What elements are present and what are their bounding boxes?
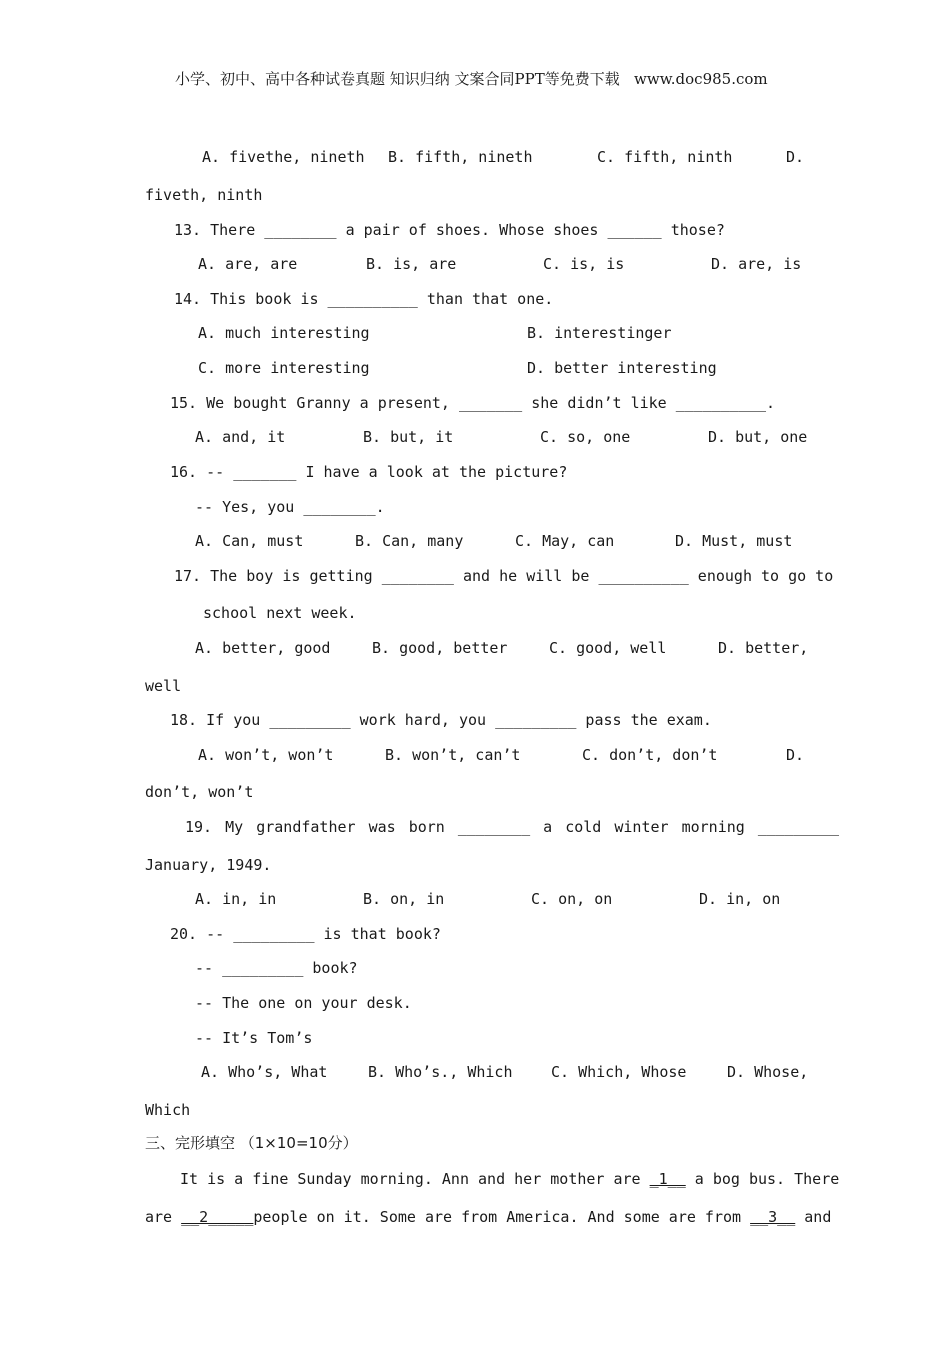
q16-option-d: D. Must, must (675, 532, 793, 550)
q17-option-a: A. better, good (195, 639, 331, 657)
q17-option-b: B. good, better (372, 639, 508, 657)
q18-option-d: D. (786, 746, 805, 764)
q13-option-d: D. are, is (711, 255, 802, 273)
q14-option-d: D. better interesting (527, 359, 717, 377)
q13-option-c: C. is, is (543, 255, 625, 273)
q19-stem: 19. My grandfather was born ________ a cold winter morning _________ (185, 818, 840, 836)
q12-option-d-cont: fiveth, ninth (145, 186, 263, 204)
q12-option-a: A. fivethe, nineth (202, 148, 365, 166)
q13-option-a: A. are, are (198, 255, 298, 273)
passage-text: and (795, 1208, 832, 1226)
q13-stem: 13. There ________ a pair of shoes. Whose shoes ______ those? (174, 221, 725, 239)
passage-text: a bog bus. There (685, 1170, 840, 1188)
q16-option-c: C. May, can (515, 532, 615, 550)
q17-stem: 17. The boy is getting ________ and he will be __________ enough to go to (174, 567, 834, 585)
q19-option-a: A. in, in (195, 890, 277, 908)
section-title: 三、完形填空 （1×10=10分） (145, 1134, 358, 1152)
passage-text: It is a fine Sunday morning. Ann and her mother are (180, 1170, 650, 1188)
q20-option-b: B. Who’s., Which (368, 1063, 513, 1081)
blank-1: _1__ (649, 1170, 686, 1188)
q20-option-d-cont: Which (145, 1101, 191, 1119)
q12-option-c: C. fifth, ninth (597, 148, 733, 166)
q14-option-c: C. more interesting (198, 359, 370, 377)
q20-stem: 20. -- _________ is that book? (170, 925, 441, 943)
blank-2: __2_____ (181, 1208, 254, 1226)
q19-option-b: B. on, in (363, 890, 445, 908)
q19-option-c: C. on, on (531, 890, 613, 908)
q14-stem: 14. This book is __________ than that one. (174, 290, 554, 308)
q16-reply: -- Yes, you ________. (195, 498, 385, 516)
passage-text: are (145, 1208, 182, 1226)
q18-option-d-cont: don’t, won’t (145, 783, 254, 801)
q12-option-d: D. (786, 148, 805, 166)
q18-option-b: B. won’t, can’t (385, 746, 521, 764)
passage-line-2 (145, 1208, 831, 1226)
q15-option-c: C. so, one (540, 428, 631, 446)
q20-option-a: A. Who’s, What (201, 1063, 328, 1081)
q17-option-d: D. better, (718, 639, 809, 657)
q14-option-a: A. much interesting (198, 324, 370, 342)
page-header: 小学、初中、高中各种试卷真题 知识归纳 文案合同PPT等免费下载 www.doc985.com (175, 70, 768, 88)
q17-option-d-cont: well (145, 677, 182, 695)
q16-option-a: A. Can, must (195, 532, 304, 550)
q20-option-d: D. Whose, (727, 1063, 809, 1081)
q20-line-2: -- _________ book? (195, 959, 358, 977)
q12-option-b: B. fifth, nineth (388, 148, 533, 166)
q15-option-b: B. but, it (363, 428, 454, 446)
q16-stem: 16. -- _______ I have a look at the picture? (170, 463, 568, 481)
q19-option-d: D. in, on (699, 890, 781, 908)
q14-option-b: B. interestinger (527, 324, 672, 342)
q18-option-a: A. won’t, won’t (198, 746, 334, 764)
q17-stem-cont: school next week. (203, 604, 357, 622)
q18-option-c: C. don’t, don’t (582, 746, 718, 764)
q20-option-c: C. Which, Whose (551, 1063, 687, 1081)
q16-option-b: B. Can, many (355, 532, 464, 550)
q17-option-c: C. good, well (549, 639, 667, 657)
q18-stem: 18. If you _________ work hard, you _________ pass the exam. (170, 711, 712, 729)
q20-line-4: -- It’s Tom’s (195, 1029, 313, 1047)
passage-text: people on it. Some are from America. And some are from (253, 1208, 751, 1226)
q15-option-a: A. and, it (195, 428, 286, 446)
q15-option-d: D. but, one (708, 428, 808, 446)
q15-stem: 15. We bought Granny a present, _______ she didn’t like __________. (170, 394, 776, 412)
blank-3: __3__ (750, 1208, 796, 1226)
passage-line-1 (180, 1170, 839, 1188)
q13-option-b: B. is, are (366, 255, 457, 273)
q19-stem-cont: January, 1949. (145, 856, 272, 874)
q20-line-3: -- The one on your desk. (195, 994, 412, 1012)
